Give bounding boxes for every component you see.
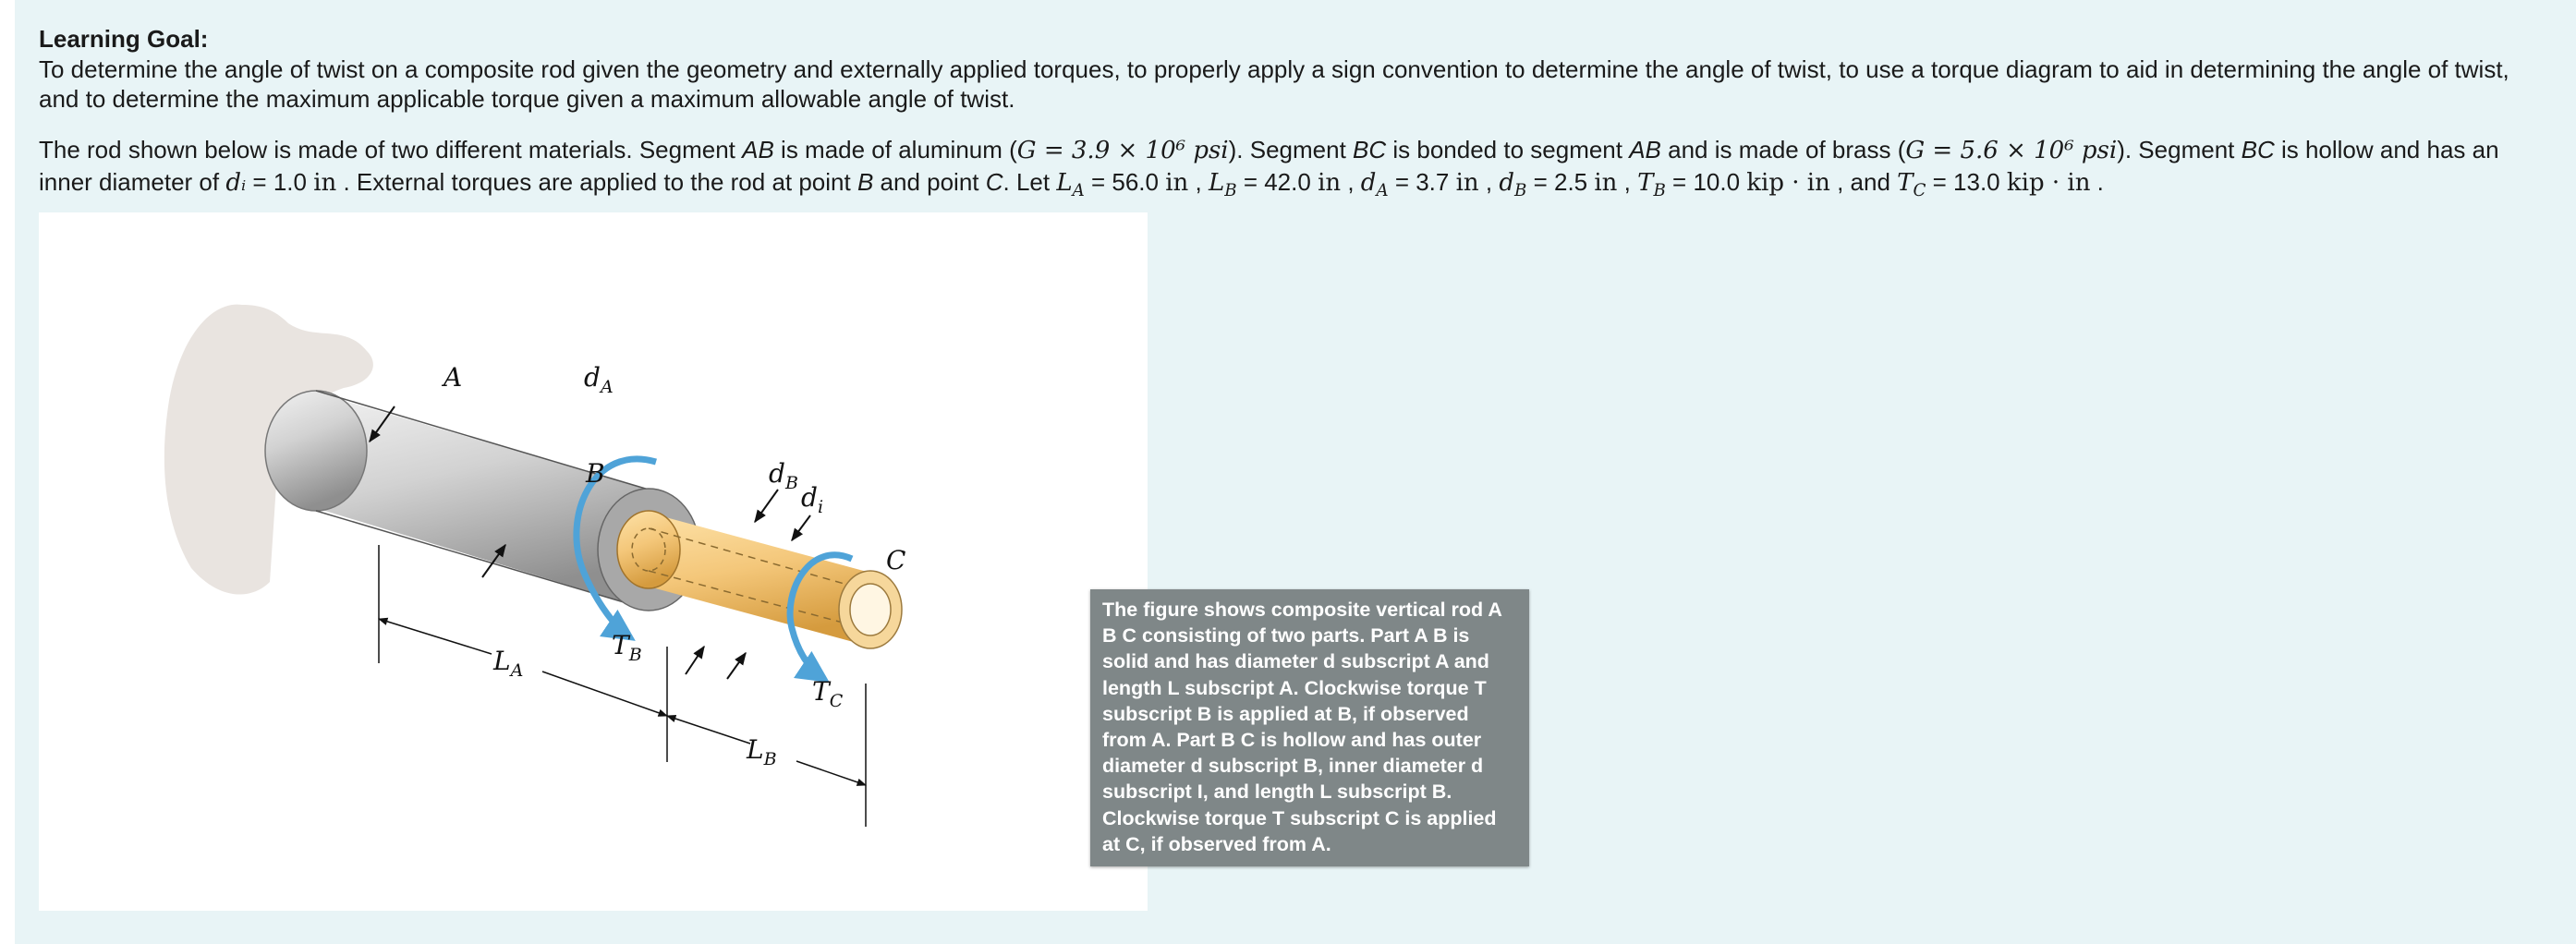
separator: , [1478, 168, 1500, 196]
symbol: T [612, 630, 629, 660]
length-b-value: = 42.0 [1236, 168, 1318, 196]
subscript: B [628, 645, 642, 665]
text-run: is bonded to segment [1386, 136, 1630, 163]
aluminum-shear-modulus: G = 3.9 × 10⁶ psi [1016, 137, 1229, 164]
segment-ab: AB [1629, 136, 1661, 163]
symbol: L [747, 734, 764, 765]
torque-b-value: = 10.0 [1665, 168, 1747, 196]
diameter-b-symbol [1499, 169, 1527, 201]
unit-in: in [1594, 169, 1618, 197]
inner-diameter-value: = 1.0 [246, 168, 314, 196]
unit-in: in [1455, 169, 1479, 197]
torque-c-value: = 13.0 [1926, 168, 2007, 196]
dimension-la-right [542, 672, 667, 716]
torque-b-symbol [1637, 169, 1666, 201]
subscript: i [817, 497, 824, 517]
separator: , [1617, 168, 1638, 196]
learning-goal-heading: Learning Goal: [39, 25, 209, 53]
text-run: , and [1829, 168, 1898, 196]
label-inner-diameter [801, 482, 823, 517]
label-torque-b [612, 630, 642, 665]
label-length-a [492, 646, 523, 681]
unit-in: in [313, 169, 337, 197]
text-run: and point [873, 168, 986, 196]
label-b: B [586, 458, 605, 489]
subscript: B [784, 473, 798, 493]
length-a-symbol [1056, 169, 1085, 201]
problem-statement [39, 134, 2543, 207]
symbol: d [1499, 169, 1514, 197]
text-run: ). Segment [1228, 136, 1354, 163]
subscript: A [600, 377, 614, 397]
dimension-lb-left [667, 716, 750, 744]
subscript: A [1376, 181, 1389, 201]
separator: , [1341, 168, 1361, 196]
inner-diameter-symbol: dᵢ [225, 169, 247, 197]
label-diameter-a [584, 362, 614, 397]
text-run: . External torques are applied to the rod at point [336, 168, 857, 196]
subscript: B [1513, 181, 1527, 201]
learning-goal-text: To determine the angle of twist on a composite rod given the geometry and externally applied torques, to properly apply a sign convention to determine the angle of twist, to use a torque diagram to aid in determining the angle of twist, and to determine the maximum applicable torque given a maximum allowable angle of twist. [39, 55, 2509, 113]
symbol: d [584, 362, 601, 393]
text-run: ). Segment [2117, 136, 2242, 163]
symbol: L [1208, 169, 1225, 197]
composite-rod-diagram [39, 212, 1148, 911]
symbol: T [1637, 169, 1654, 197]
diameter-a-symbol [1360, 169, 1389, 201]
figure-alt-text-tooltip: The figure shows composite vertical rod A B C consisting of two parts. Part A B is solid and has diameter d subscript A and length L subscript A. Clockwise torque T subscript B is applied at B, if observed from A. Part B C is hollow and has outer diameter d subscript B, inner diameter d subscript I, and length L subscript B. Clockwise torque T subscript C is applied at C, if observed from A. [1090, 589, 1529, 866]
subscript: C [1913, 181, 1926, 201]
torque-c-symbol [1897, 169, 1926, 201]
symbol: d [801, 482, 818, 513]
segment-bc: BC [1353, 136, 1387, 163]
symbol: L [493, 646, 511, 676]
point-c: C [985, 168, 1003, 196]
text-run: . Let [1002, 168, 1057, 196]
subscript: C [829, 691, 844, 711]
label-diameter-b [769, 458, 798, 493]
subscript: B [1653, 181, 1666, 201]
segment-bc-body [649, 513, 870, 647]
inner-diameter-pointer [792, 515, 810, 540]
segment-ab-end-a [265, 391, 367, 511]
diameter-b-value: = 2.5 [1526, 168, 1595, 196]
rod-figure [39, 212, 1148, 911]
unit-in: in [1318, 169, 1342, 197]
text-run: is made of aluminum ( [773, 136, 1017, 163]
hollow-bore [850, 584, 891, 635]
unit-in: in [1165, 169, 1189, 197]
length-a-value: = 56.0 [1084, 168, 1166, 196]
brass-shear-modulus: G = 5.6 × 10⁶ psi [1905, 137, 2118, 164]
label-c: C [886, 545, 906, 575]
label-a: A [444, 362, 463, 393]
diameter-b-pointer [686, 647, 704, 674]
subscript: B [1224, 181, 1237, 201]
diameter-b-pointer [755, 490, 778, 522]
inner-diameter-pointer [727, 653, 746, 679]
symbol: T [812, 676, 830, 707]
subscript: A [1072, 181, 1085, 201]
segment-bc: BC [2241, 136, 2275, 163]
text-run: . [2090, 168, 2104, 196]
unit-kip-in: kip · in [2006, 169, 2091, 197]
segment-ab: AB [742, 136, 774, 163]
length-b-symbol [1208, 169, 1237, 201]
segment-bc-start [617, 511, 680, 588]
symbol: d [1360, 169, 1377, 197]
text-run: is hollow and has an inner diameter of [39, 136, 2499, 196]
symbol: L [1056, 169, 1073, 197]
dimension-la-left [379, 619, 492, 654]
text-run: The rod shown below is made of two different materials. Segment [39, 136, 743, 163]
label-length-b [746, 734, 777, 769]
subscript: A [510, 660, 524, 681]
symbol: d [769, 458, 785, 489]
separator: , [1188, 168, 1209, 196]
symbol: T [1897, 169, 1914, 197]
dimension-lb-right [796, 761, 866, 785]
diameter-a-value: = 3.7 [1388, 168, 1456, 196]
point-b: B [857, 168, 874, 196]
unit-kip-in: kip · in [1746, 169, 1830, 197]
subscript: B [763, 749, 777, 769]
text-run: and is made of brass ( [1660, 136, 1906, 163]
label-torque-c [812, 676, 844, 711]
